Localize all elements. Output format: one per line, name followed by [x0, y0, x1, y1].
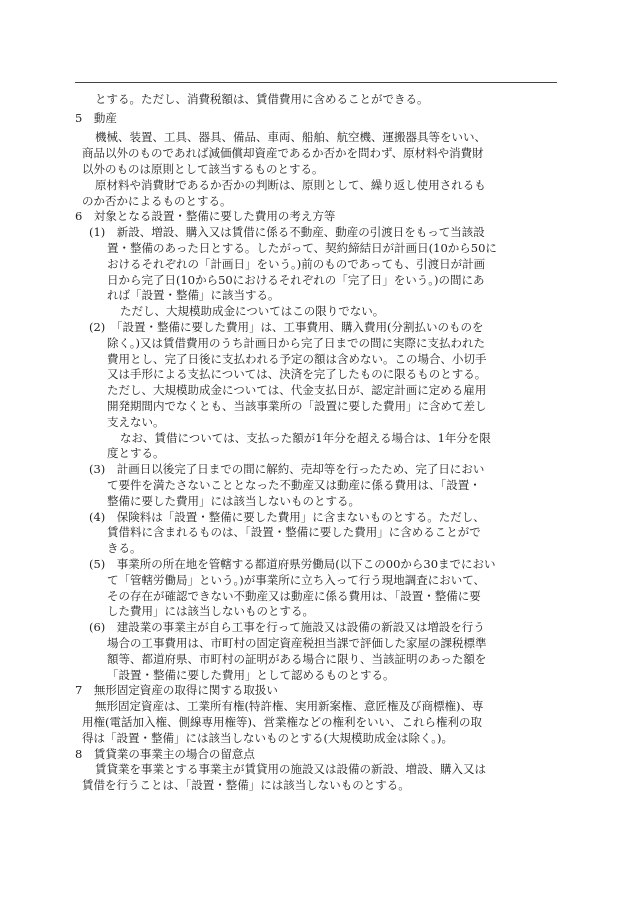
text-line: した費用」には該当しないものとする。	[107, 604, 314, 618]
text-line: 費用とし、完了日後に支払われる予定の額は含めない。この場合、小切手	[107, 352, 487, 366]
text-line: 機械、装置、工具、器具、備品、車両、船舶、航空機、運搬器具等をいい、	[95, 130, 486, 144]
item-1: (1) 新設、増設、購入又は賃借に係る不動産、動産の引渡日をもって当該設	[89, 225, 485, 239]
text-line: なお、賃借については、支払った額が1年分を超える場合は、1年分を限	[120, 431, 491, 445]
text-line: て「管轄労働局」という。)が事業所に立ち入って行う現地調査において、	[107, 573, 486, 587]
text-line: 額等、都道府県、市町村の証明がある場合に限り、当該証明のあった額を	[107, 652, 487, 666]
text-line: とする。ただし、消費税額は、賃借費用に含めることができる。	[95, 92, 429, 106]
text-line: 以外のものは原則として該当するものとする。	[82, 162, 324, 176]
text-line: 支えない。	[107, 415, 165, 429]
text-line: 賃借を行うことは、「設置・整備」には該当しないものとする。	[82, 778, 410, 792]
item-3: (3) 計画日以後完了日までの間に解約、売却等を行ったため、完了日におい	[89, 462, 485, 476]
text-line: 賃借料に含まれるものは、「設置・整備に要した費用」に含めることがで	[107, 525, 481, 539]
text-line: ただし、大規模助成金については、代金支払日が、認定計画に定める雇用	[107, 383, 487, 397]
text-line: おけるそれぞれの「計画日」をいう。)前のものであっても、引渡日が計画	[107, 257, 486, 271]
text-line: て要件を満たさないこととなった不動産又は動産に係る費用は、「設置・	[107, 478, 481, 492]
item-5: (5) 事業所の所在地を管轄する都道府県労働局(以下この00から30までにおい	[89, 557, 496, 571]
text-line: 又は手形による支払については、決済を完了したものに限るものとする。	[107, 367, 487, 381]
text-line: 開発期間内でなくとも、当該事業所の「設置に要した費用」に含めて差し	[107, 399, 487, 413]
text-line: 度とする。	[107, 446, 165, 460]
text-line: 場合の工事費用は、市町村の固定資産税担当課で評価した家屋の課税標準	[107, 636, 487, 650]
text-line: 除く。)又は賃借費用のうち計画日から完了日までの間に実際に支払われた	[107, 336, 486, 350]
item-6: (6) 建設業の事業主が自ら工事を行って施設又は設備の新設又は増設を行う	[89, 620, 485, 634]
item-4: (4) 保険料は「設置・整備に要した費用」に含まないものとする。ただし、	[89, 510, 485, 524]
section-heading-8: 8 賃貸業の事業主の場合の留意点	[75, 747, 255, 761]
text-line: のか否かによるものとする。	[82, 194, 232, 208]
text-line: 商品以外のものであれば減価償却資産であるか否かを問わず、原材料や消費財	[82, 146, 484, 160]
header-rule	[75, 82, 557, 83]
section-heading-7: 7 無形固定資産の取得に関する取扱い	[75, 683, 278, 697]
text-line: 賃貸業を事業とする事業主が賃貸用の施設又は設備の新設、増設、購入又は	[95, 762, 486, 776]
item-2: (2) 「設置・整備に要した費用」は、工事費用、購入費用(分割払いのものを	[89, 320, 484, 334]
text-line: きる。	[107, 541, 142, 555]
text-line: 得は「設置・整備」には該当しないものとする(大規模助成金は除く。)。	[82, 731, 453, 745]
text-line: 「設置・整備に要した費用」として認めるものとする。	[107, 668, 395, 682]
text-line: その存在が確認できない不動産又は動産に係る費用は、「設置・整備に要	[107, 589, 481, 603]
text-line: 原材料や消費財であるか否かの判断は、原則として、繰り返し使用されるも	[95, 178, 486, 192]
text-line: 日から完了日(10から50におけるそれぞれの「完了日」をいう。)の間にあ	[107, 273, 485, 287]
text-line: 無形固定資産は、工業所有権(特許権、実用新案権、意匠権及び商標権)、専	[95, 699, 484, 713]
text-line: れば「設置・整備」に該当する。	[107, 288, 280, 302]
text-line: 置・整備のあった日とする。したがって、契約締結日が計画日(10から50に	[107, 241, 497, 255]
section-heading-5: 5 動産	[75, 111, 117, 125]
text-line: 整備に要した費用」には該当しないものとする。	[107, 494, 360, 508]
section-heading-6: 6 対象となる設置・整備に要した費用の考え方等	[75, 209, 336, 223]
text-line: 用権(電話加入権、側線専用権等)、営業権などの権利をいい、これら権利の取	[82, 715, 482, 729]
text-line: ただし、大規模助成金についてはこの限りでない。	[120, 304, 385, 318]
